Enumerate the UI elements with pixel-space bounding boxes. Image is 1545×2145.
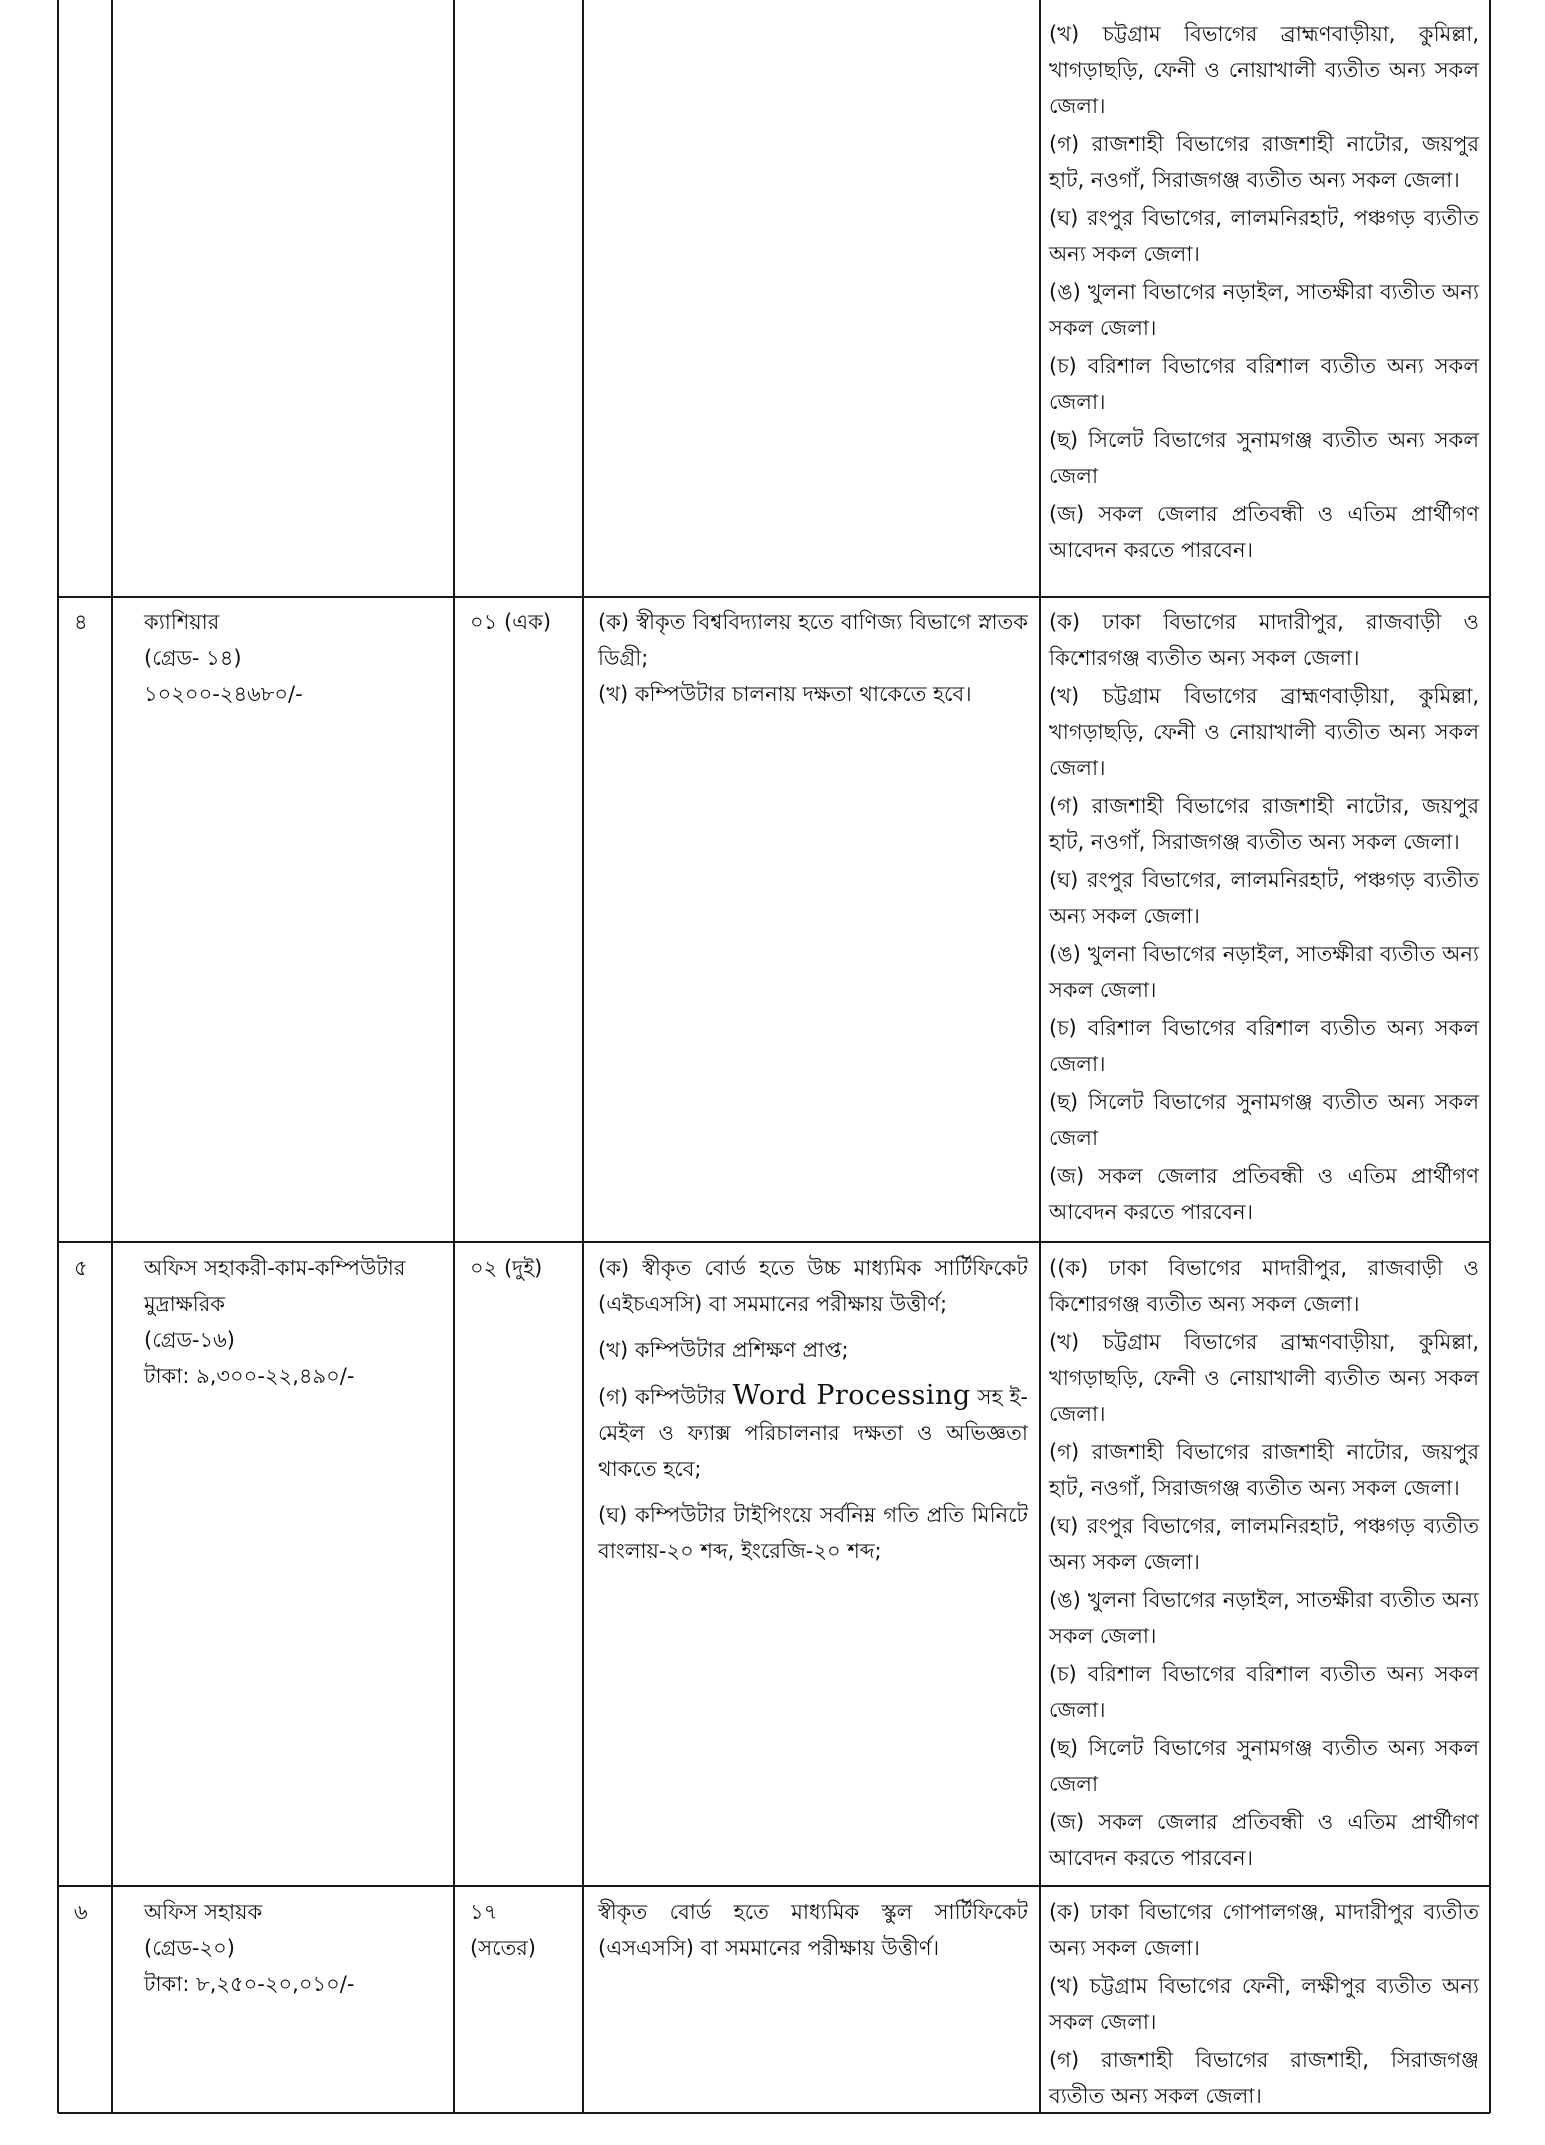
row-6-post <box>144 1894 444 2002</box>
post-title: অফিস সহাকরী-কাম-কম্পিউটার মুদ্রাক্ষরিক <box>144 1256 406 1316</box>
row-4-count: ০১ (এক) <box>470 610 552 634</box>
district-item: (খ) চট্টগ্রাম বিভাগের ব্রাহ্মণবাড়ীয়া, কুমিল্লা, খাগড়াছড়ি, ফেনী ও নোয়াখালী ব্যতীত অন্য সকল জেলা। <box>1049 1330 1479 1426</box>
district-item: ((ক) ঢাকা বিভাগের মাদারীপুর, রাজবাড়ী ও কিশোরগঞ্জ ব্যতীত অন্য সকল জেলা। <box>1049 1256 1479 1316</box>
district-item: (খ) চট্টগ্রাম বিভাগের ব্রাহ্মণবাড়ীয়া, কুমিল্লা, খাগড়াছড়ি, ফেনী ও নোয়াখালী ব্যতীত অন্য সকল জেলা। <box>1049 22 1479 118</box>
district-item: (খ) চট্টগ্রাম বিভাগের ফেনী, লক্ষীপুর ব্যতীত অন্য সকল জেলা। <box>1049 1974 1479 2034</box>
post-title: অফিস সহায়ক <box>144 1900 263 1924</box>
post-grade: (গ্রেড-১৬) <box>144 1328 235 1352</box>
qualification-item: (খ) কম্পিউটার চালনায় দক্ষতা থাকেতে হবে। <box>598 682 972 706</box>
district-item: (ঙ) খুলনা বিভাগের নড়াইল, সাতক্ষীরা ব্যতীত অন্য সকল জেলা। <box>1049 942 1479 1002</box>
district-item: (ঘ) রংপুর বিভাগের, লালমনিরহাট, পঞ্চগড় ব্যতীত অন্য সকল জেলা। <box>1049 868 1479 928</box>
district-item: (খ) চট্টগ্রাম বিভাগের ব্রাহ্মণবাড়ীয়া, কুমিল্লা, খাগড়াছড়ি, ফেনী ও নোয়াখালী ব্যতীত অন্য সকল জেলা। <box>1049 684 1479 780</box>
qualification-item: স্বীকৃত বোর্ড হতে মাধ্যমিক স্কুল সার্টিফিকেট (এসএসসি) বা সমমানের পরীক্ষায় উত্তীর্ণ। <box>598 1900 1028 1960</box>
row-6-serial: ৬ <box>74 1900 88 1924</box>
qualification-item: (ঘ) কম্পিউটার টাইপিংয়ে সর্বনিম্ন গতি প্রতি মিনিটে বাংলায়-২০ শব্দ, ইংরেজি-২০ শব্দ; <box>598 1503 1028 1563</box>
district-item: (ক) ঢাকা বিভাগের গোপালগঞ্জ, মাদারীপুর ব্যতীত অন্য সকল জেলা। <box>1049 1900 1479 1960</box>
count-number: ১৭ <box>470 1900 498 1924</box>
district-item: (চ) বরিশাল বিভাগের বরিশাল ব্যতীত অন্য সকল জেলা। <box>1049 354 1479 414</box>
qualification-item: (খ) কম্পিউটার প্রশিক্ষণ প্রাপ্ত; <box>598 1338 849 1362</box>
qualification-item-word-processing <box>598 1378 1028 1487</box>
district-item: (ছ) সিলেট বিভাগের সুনামগঞ্জ ব্যতীত অন্য সকল জেলা <box>1049 1736 1479 1796</box>
row-6-count <box>470 1894 580 1966</box>
district-item: (জ) সকল জেলার প্রতিবন্ধী ও এতিম প্রার্থীগণ আবেদন করতে পারবেন। <box>1049 1810 1479 1870</box>
district-item: (গ) রাজশাহী বিভাগের রাজশাহী নাটোর, জয়পুর হাট, নওগাঁ, সিরাজগঞ্জ ব্যতীত অন্য সকল জেলা। <box>1049 1440 1479 1500</box>
row-4-districts <box>1049 604 1479 1232</box>
district-item: (ঙ) খুলনা বিভাগের নড়াইল, সাতক্ষীরা ব্যতীত অন্য সকল জেলা। <box>1049 280 1479 340</box>
row-5-post <box>144 1250 444 1394</box>
district-item: (জ) সকল জেলার প্রতিবন্ধী ও এতিম প্রার্থীগণ আবেদন করতে পারবেন। <box>1049 502 1479 562</box>
district-item: (গ) রাজশাহী বিভাগের রাজশাহী, সিরাজগঞ্জ ব্যতীত অন্য সকল জেলা। <box>1049 2048 1479 2108</box>
post-salary: ১০২০০-২৪৬৮০/- <box>144 682 303 706</box>
district-item: (চ) বরিশাল বিভাগের বরিশাল ব্যতীত অন্য সকল জেলা। <box>1049 1662 1479 1722</box>
district-item: (চ) বরিশাল বিভাগের বরিশাল ব্যতীত অন্য সকল জেলা। <box>1049 1016 1479 1076</box>
row-5-qualifications <box>598 1250 1028 1579</box>
row-6-qualifications <box>598 1894 1028 1976</box>
row-5-count: ০২ (দুই) <box>470 1256 543 1280</box>
district-item: (ঘ) রংপুর বিভাগের, লালমনিরহাট, পঞ্চগড় ব্যতীত অন্য সকল জেলা। <box>1049 206 1479 266</box>
row-6-districts <box>1049 1894 1479 2116</box>
district-item: (ক) ঢাকা বিভাগের মাদারীপুর, রাজবাড়ী ও কিশোরগঞ্জ ব্যতীত অন্য সকল জেলা। <box>1049 610 1479 670</box>
district-item: (গ) রাজশাহী বিভাগের রাজশাহী নাটোর, জয়পুর হাট, নওগাঁ, সিরাজগঞ্জ ব্যতীত অন্য সকল জেলা। <box>1049 794 1479 854</box>
post-grade: (গ্রেড- ১৪) <box>144 646 242 670</box>
post-salary: টাকা: ৯,৩০০-২২,৪৯০/- <box>144 1364 355 1388</box>
row-4-post <box>144 604 444 712</box>
district-item: (জ) সকল জেলার প্রতিবন্ধী ও এতিম প্রার্থীগণ আবেদন করতে পারবেন। <box>1049 1164 1479 1224</box>
row-5-serial: ৫ <box>74 1256 88 1280</box>
qualification-suffix: সহ ই-মেইল ও ফ্যাক্স পরিচালনার দক্ষতা ও অভিজ্ঞতা থাকতে হবে; <box>598 1385 1028 1481</box>
post-salary: টাকা: ৮,২৫০-২০,০১০/- <box>144 1972 355 1996</box>
row-4-serial: ৪ <box>74 610 88 634</box>
post-grade: (গ্রেড-২০) <box>144 1936 235 1960</box>
top-row-districts <box>1049 16 1479 570</box>
qualification-item: (ক) স্বীকৃত বিশ্ববিদ্যালয় হতে বাণিজ্য বিভাগে স্নাতক ডিগ্রী; <box>598 610 1028 670</box>
count-words: (সতের) <box>470 1936 537 1960</box>
qualification-prefix: (গ) কম্পিউটার <box>598 1385 726 1409</box>
word-processing-text: Word Processing <box>732 1380 971 1411</box>
post-title: ক্যাশিয়ার <box>144 610 220 634</box>
district-item: (ঘ) রংপুর বিভাগের, লালমনিরহাট, পঞ্চগড় ব্যতীত অন্য সকল জেলা। <box>1049 1514 1479 1574</box>
row-4-qualifications <box>598 604 1028 722</box>
district-item: (ঙ) খুলনা বিভাগের নড়াইল, সাতক্ষীরা ব্যতীত অন্য সকল জেলা। <box>1049 1588 1479 1648</box>
row-5-districts <box>1049 1250 1479 1878</box>
qualification-item: (ক) স্বীকৃত বোর্ড হতে উচ্চ মাধ্যমিক সার্টিফিকেট (এইচএসসি) বা সমমানের পরীক্ষায় উত্তীর্ণ; <box>598 1256 1028 1316</box>
district-item: (ছ) সিলেট বিভাগের সুনামগঞ্জ ব্যতীত অন্য সকল জেলা <box>1049 1090 1479 1150</box>
district-item: (গ) রাজশাহী বিভাগের রাজশাহী নাটোর, জয়পুর হাট, নওগাঁ, সিরাজগঞ্জ ব্যতীত অন্য সকল জেলা। <box>1049 132 1479 192</box>
district-item: (ছ) সিলেট বিভাগের সুনামগঞ্জ ব্যতীত অন্য সকল জেলা <box>1049 428 1479 488</box>
